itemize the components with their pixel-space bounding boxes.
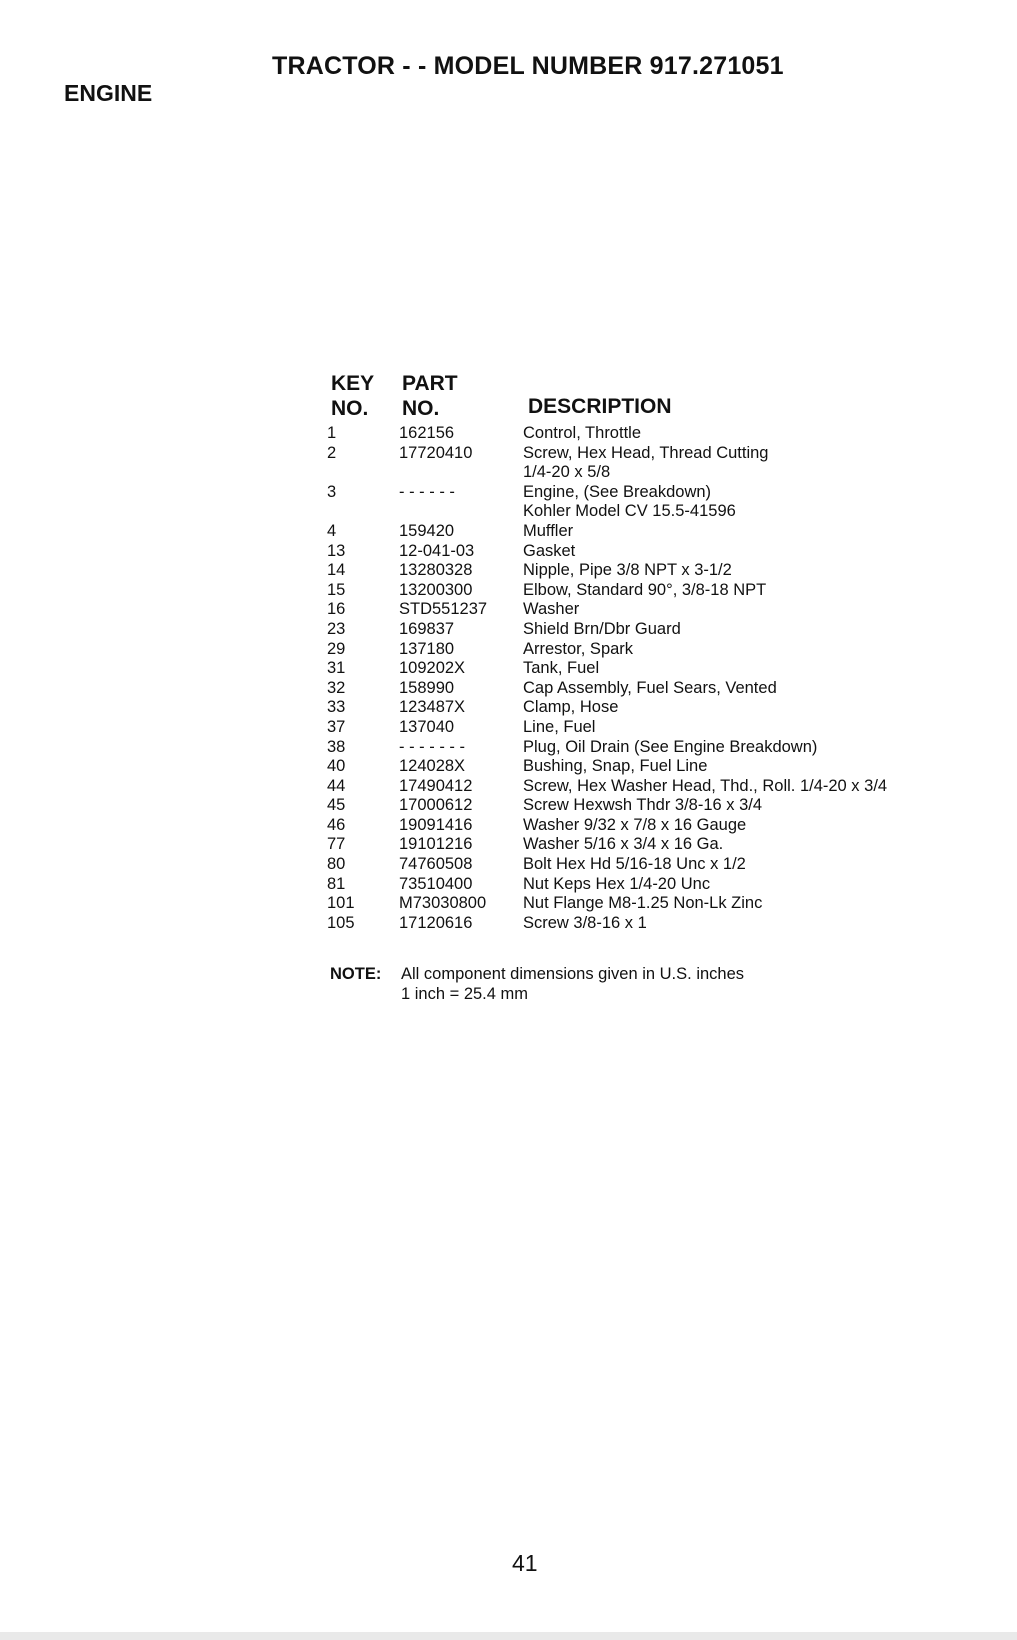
part-description: [523, 444, 1007, 483]
parts-row: [327, 600, 1007, 620]
key-number: 2: [327, 443, 337, 462]
part-description: [523, 875, 1007, 895]
description-line: Bolt Hex Hd 5/16-18 Unc x 1/2: [523, 855, 746, 874]
part-number: 19101216: [399, 835, 473, 854]
parts-row: [327, 718, 1007, 738]
description-line: Arrestor, Spark: [523, 639, 634, 658]
parts-row: [327, 640, 1007, 660]
part-number: 13200300: [399, 580, 473, 599]
description-line: Screw Hexwsh Thdr 3/8-16 x 3/4: [523, 796, 763, 815]
part-description: [523, 679, 1007, 699]
parts-row: [327, 620, 1007, 640]
key-number: 32: [327, 678, 346, 697]
part-description: [523, 522, 1007, 542]
parts-row: [327, 483, 1007, 522]
key-number: 3: [327, 482, 337, 501]
description-line: Engine, (See Breakdown): [523, 482, 712, 501]
description-line: Clamp, Hose: [523, 698, 619, 717]
part-number: 137040: [399, 717, 455, 736]
parts-row: [327, 561, 1007, 581]
description-line: Control, Throttle: [523, 424, 641, 442]
description-line: Washer 9/32 x 7/8 x 16 Gauge: [523, 815, 747, 834]
key-number: 13: [327, 541, 346, 560]
description-line: Line, Fuel: [523, 717, 596, 736]
part-description: [523, 542, 1007, 562]
section-label: ENGINE: [64, 80, 153, 106]
description-line: Nut Keps Hex 1/4-20 Unc: [523, 874, 711, 893]
description-line: Washer 5/16 x 3/4 x 16 Ga.: [523, 835, 724, 854]
note: [330, 965, 744, 1004]
part-no-column-header: [402, 371, 458, 421]
parts-row: [327, 835, 1007, 855]
parts-row: [327, 757, 1007, 777]
parts-row: [327, 738, 1007, 758]
description-line: 1/4-20 x 5/8: [523, 463, 611, 482]
parts-row: [327, 522, 1007, 542]
part-description: [523, 855, 1007, 875]
key-number: 23: [327, 619, 346, 638]
part-number: 169837: [399, 619, 455, 638]
parts-row: [327, 542, 1007, 562]
part-description: [523, 718, 1007, 738]
parts-list: [327, 424, 1007, 933]
key-number: 40: [327, 757, 346, 776]
part-header-line-2: NO.: [402, 397, 440, 420]
part-description: [523, 835, 1007, 855]
part-header-line-1: PART: [402, 372, 458, 395]
key-number: 15: [327, 580, 346, 599]
note-label: NOTE:: [330, 965, 382, 983]
part-number: 13280328: [399, 561, 473, 580]
key-number: 4: [327, 521, 337, 540]
description-line: Tank, Fuel: [523, 659, 600, 678]
part-description: [523, 424, 1007, 444]
key-number: 14: [327, 561, 346, 580]
part-number: M73030800: [399, 894, 487, 913]
part-description: [523, 777, 1007, 797]
key-number: 77: [327, 835, 346, 854]
parts-row: [327, 424, 1007, 444]
part-number: 124028X: [399, 757, 466, 776]
part-description: [523, 600, 1007, 620]
part-number: 74760508: [399, 855, 473, 874]
part-description: [523, 757, 1007, 777]
part-description: [523, 620, 1007, 640]
description-line: Nut Flange M8-1.25 Non-Lk Zinc: [523, 894, 763, 913]
part-number: 17000612: [399, 796, 473, 815]
parts-row: [327, 698, 1007, 718]
part-number: 109202X: [399, 659, 466, 678]
description-line: Washer: [523, 600, 580, 619]
part-number: 17490412: [399, 776, 473, 795]
parts-row: [327, 855, 1007, 875]
part-description: [523, 483, 1007, 522]
description-line: Nipple, Pipe 3/8 NPT x 3-1/2: [523, 561, 732, 580]
page-number: 41: [512, 1550, 538, 1576]
description-line: Plug, Oil Drain (See Engine Breakdown): [523, 737, 818, 756]
parts-row: [327, 777, 1007, 797]
part-number: 19091416: [399, 815, 473, 834]
part-number: 12-041-03: [399, 541, 475, 560]
key-number: 1: [327, 424, 337, 442]
part-number: 158990: [399, 678, 455, 697]
note-line: 1 inch = 25.4 mm: [401, 984, 529, 1003]
parts-row: [327, 894, 1007, 914]
description-column-header: DESCRIPTION: [528, 395, 672, 418]
key-number: 31: [327, 659, 346, 678]
description-line: Shield Brn/Dbr Guard: [523, 619, 681, 638]
key-number: 29: [327, 639, 346, 658]
key-number: 37: [327, 717, 346, 736]
part-number: 159420: [399, 521, 455, 540]
key-number: 44: [327, 776, 346, 795]
parts-row: [327, 796, 1007, 816]
note-line: All component dimensions given in U.S. inches: [401, 965, 745, 983]
part-number: 137180: [399, 639, 455, 658]
key-number: 33: [327, 698, 346, 717]
parts-row: [327, 444, 1007, 483]
description-line: Bushing, Snap, Fuel Line: [523, 757, 708, 776]
description-line: Screw 3/8-16 x 1: [523, 913, 647, 932]
part-description: [523, 561, 1007, 581]
part-description: [523, 914, 1007, 934]
part-number: 162156: [399, 424, 455, 442]
part-description: [523, 581, 1007, 601]
key-number: 105: [327, 913, 355, 932]
part-number: STD551237: [399, 600, 488, 619]
parts-row: [327, 816, 1007, 836]
part-description: [523, 816, 1007, 836]
description-line: Kohler Model CV 15.5-41596: [523, 502, 736, 521]
key-number: 38: [327, 737, 346, 756]
part-description: [523, 894, 1007, 914]
page-title: TRACTOR - - MODEL NUMBER 917.271051: [272, 52, 784, 80]
parts-row: [327, 875, 1007, 895]
parts-row: [327, 659, 1007, 679]
key-number: 80: [327, 855, 346, 874]
key-no-column-header: [331, 371, 374, 421]
key-header-line-1: KEY: [331, 372, 375, 395]
part-description: [523, 659, 1007, 679]
part-number: 17120616: [399, 913, 473, 932]
description-line: Cap Assembly, Fuel Sears, Vented: [523, 678, 777, 697]
description-line: Gasket: [523, 541, 576, 560]
part-number: 17720410: [399, 443, 473, 462]
description-line: Screw, Hex Washer Head, Thd., Roll. 1/4-20 x 3/4: [523, 776, 888, 795]
key-header-line-2: NO.: [331, 397, 369, 420]
part-description: [523, 796, 1007, 816]
part-number: - - - - - - -: [399, 737, 465, 756]
note-text: [401, 965, 744, 1004]
page-bottom-edge: [0, 1632, 1017, 1640]
description-line: Muffler: [523, 521, 574, 540]
parts-row: [327, 581, 1007, 601]
key-number: 46: [327, 815, 346, 834]
key-number: 16: [327, 600, 346, 619]
part-number: - - - - - -: [399, 482, 455, 501]
part-number: 73510400: [399, 874, 473, 893]
part-number: 123487X: [399, 698, 466, 717]
description-line: Screw, Hex Head, Thread Cutting: [523, 443, 769, 462]
part-description: [523, 738, 1007, 758]
description-line: Elbow, Standard 90°, 3/8-18 NPT: [523, 580, 767, 599]
parts-row: [327, 679, 1007, 699]
key-number: 101: [327, 894, 355, 913]
key-number: 45: [327, 796, 346, 815]
part-description: [523, 698, 1007, 718]
part-description: [523, 640, 1007, 660]
parts-row: [327, 914, 1007, 934]
key-number: 81: [327, 874, 346, 893]
